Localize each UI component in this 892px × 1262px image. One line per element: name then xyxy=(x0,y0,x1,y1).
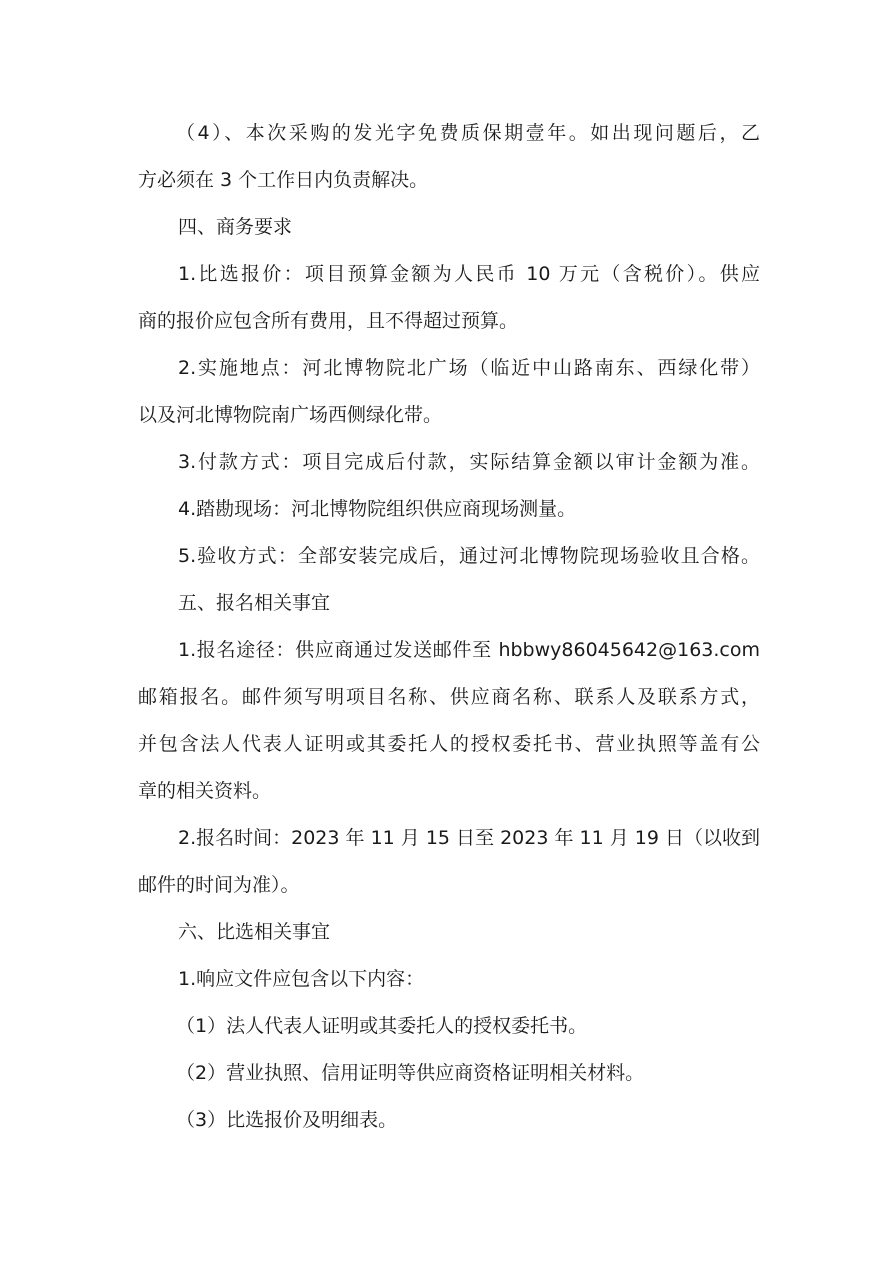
response-docs-item-1: （1）法人代表人证明或其委托人的授权委托书。 xyxy=(176,1015,588,1037)
registration-channel-line-1: 1.报名途径：供应商通过发送邮件至 hbbwy86045642@163.com xyxy=(178,639,760,661)
registration-time-line-1: 2.报名时间：2023 年 11 月 15 日至 2023 年 11 月 19 日（以收到 xyxy=(178,827,760,849)
section-heading-business-requirements: 四、商务要求 xyxy=(178,216,293,238)
registration-channel-line-2: 邮箱报名。邮件须写明项目名称、供应商名称、联系人及联系方式， xyxy=(138,686,760,708)
warranty-clause-line-2: 方必须在 3 个工作日内负责解决。 xyxy=(138,169,429,191)
acceptance-method-line: 5.验收方式：全部安装完成后，通过河北博物院现场验收且合格。 xyxy=(178,545,760,567)
site-survey-line: 4.踏勘现场：河北博物院组织供应商现场测量。 xyxy=(178,498,577,520)
section-heading-registration: 五、报名相关事宜 xyxy=(178,592,331,614)
quotation-line-2: 商的报价应包含所有费用，且不得超过预算。 xyxy=(138,310,519,332)
section-heading-selection: 六、比选相关事宜 xyxy=(178,921,331,943)
warranty-clause-line-1: （4）、本次采购的发光字免费质保期壹年。如出现问题后，乙 xyxy=(176,122,760,144)
registration-channel-line-4: 章的相关资料。 xyxy=(138,780,272,802)
location-line-1: 2.实施地点：河北博物院北广场（临近中山路南东、西绿化带） xyxy=(178,357,760,379)
response-docs-line: 1.响应文件应包含以下内容： xyxy=(178,968,425,990)
location-line-2: 以及河北博物院南广场西侧绿化带。 xyxy=(138,404,443,426)
response-docs-item-2: （2）营业执照、信用证明等供应商资格证明相关材料。 xyxy=(176,1062,645,1084)
payment-method-line: 3.付款方式：项目完成后付款，实际结算金额以审计金额为准。 xyxy=(178,451,760,473)
response-docs-item-3: （3）比选报价及明细表。 xyxy=(176,1109,398,1131)
document-page xyxy=(138,110,760,1144)
registration-time-line-2: 邮件的时间为准）。 xyxy=(138,874,300,896)
registration-channel-line-3: 并包含法人代表人证明或其委托人的授权委托书、营业执照等盖有公 xyxy=(138,733,760,755)
quotation-line-1: 1.比选报价：项目预算金额为人民币 10 万元（含税价）。供应 xyxy=(178,263,760,285)
